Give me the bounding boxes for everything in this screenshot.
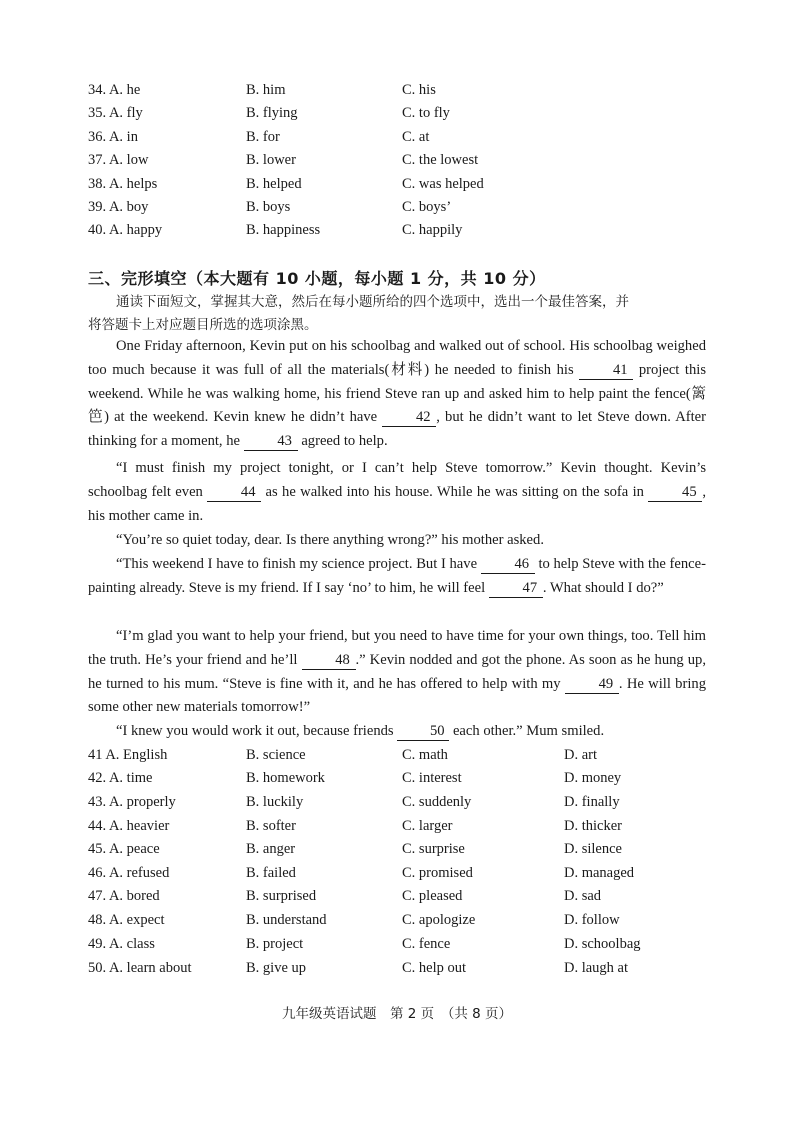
option-a: 36. A. in bbox=[88, 129, 138, 145]
instructions-line-1: 通读下面短文，掌握其大意，然后在每小题所给的四个选项中，选出一个最佳答案，并 bbox=[116, 294, 629, 310]
option-b: B. for bbox=[246, 129, 280, 145]
option-b: B. luckily bbox=[246, 794, 304, 810]
passage-paragraph-3: “You’re so quiet today, dear. Is there anything wrong?” his mother asked. bbox=[116, 532, 544, 548]
option-c: C. pleased bbox=[402, 888, 463, 904]
option-b: B. understand bbox=[246, 912, 327, 928]
option-a: 50. A. learn about bbox=[88, 960, 192, 976]
passage-paragraph-2 bbox=[88, 457, 706, 528]
option-a: 49. A. class bbox=[88, 936, 155, 952]
blank-45: 45 bbox=[648, 483, 702, 502]
passage-text: , but he didn’t want to let Steve down. After thinking for a moment, he bbox=[88, 409, 706, 450]
option-d: D. sad bbox=[564, 888, 602, 904]
option-b: B. give up bbox=[246, 960, 307, 976]
question-row bbox=[88, 838, 718, 860]
option-a: 39. A. boy bbox=[88, 199, 149, 215]
option-a: 35. A. fly bbox=[88, 105, 143, 121]
option-d: D. thicker bbox=[564, 818, 622, 834]
option-c: C. happily bbox=[402, 222, 463, 238]
option-b: B. homework bbox=[246, 770, 325, 786]
passage-paragraph-5 bbox=[88, 625, 706, 720]
option-a: 40. A. happy bbox=[88, 222, 163, 238]
option-b: B. science bbox=[246, 747, 306, 763]
question-row bbox=[88, 815, 718, 837]
section-title: 三、完形填空（本大题有 10 小题，每小题 1 分，共 10 分） bbox=[88, 269, 546, 288]
question-row bbox=[88, 196, 718, 218]
passage-text: “This weekend I have to finish my science project. But I have bbox=[116, 556, 478, 572]
option-b: B. anger bbox=[246, 841, 296, 857]
option-a: 41 A. English bbox=[88, 747, 168, 763]
option-b: B. flying bbox=[246, 105, 298, 121]
option-c: C. to fly bbox=[402, 105, 450, 121]
blank-43: 43 bbox=[244, 432, 298, 451]
blank-47: 47 bbox=[489, 579, 543, 598]
option-b: B. surprised bbox=[246, 888, 317, 904]
option-c: C. help out bbox=[402, 960, 467, 976]
passage-text: “I’m glad you want to help your friend, but you need to have time for your own things, too. Tell him the truth. He’s your friend and he’ll bbox=[88, 628, 706, 668]
passage-text: One Friday afternoon, Kevin put on his schoolbag and walked out of school. His schoolbag weighed too much because it was full of all the materials(材料) he needed to finish his bbox=[88, 338, 706, 378]
option-a: 34. A. he bbox=[88, 82, 141, 98]
option-b: B. softer bbox=[246, 818, 296, 834]
passage-text: each other.” Mum smiled. bbox=[452, 723, 605, 739]
question-row bbox=[88, 219, 718, 241]
question-row bbox=[88, 862, 718, 884]
passage-paragraph-4 bbox=[88, 553, 706, 601]
blank-49: 49 bbox=[565, 675, 619, 694]
option-c: C. was helped bbox=[402, 176, 484, 192]
blank-48: 48 bbox=[302, 651, 356, 670]
option-d: D. laugh at bbox=[564, 960, 629, 976]
option-d: D. finally bbox=[564, 794, 620, 810]
question-row bbox=[88, 957, 718, 979]
option-d: D. money bbox=[564, 770, 622, 786]
passage-text: . He will bring some other new materials tomorrow!” bbox=[88, 675, 706, 716]
question-row bbox=[88, 79, 718, 101]
option-b: B. lower bbox=[246, 152, 296, 168]
blank-42: 42 bbox=[382, 408, 436, 427]
option-a: 44. A. heavier bbox=[88, 818, 170, 834]
option-c: C. promised bbox=[402, 865, 473, 881]
passage-text: as he walked into his house. While he was sitting on the sofa in bbox=[265, 483, 644, 500]
option-b: B. him bbox=[246, 82, 286, 98]
question-row bbox=[88, 173, 718, 195]
passage-text: , his mother came in. bbox=[88, 483, 706, 524]
passage-text: to help Steve with the fence-painting already. Steve is my friend. If I say ‘no’ to him, he will feel bbox=[88, 556, 706, 596]
option-b: B. happiness bbox=[246, 222, 321, 238]
option-c: C. larger bbox=[402, 818, 453, 834]
question-row bbox=[88, 885, 718, 907]
option-c: C. fence bbox=[402, 936, 451, 952]
option-b: B. project bbox=[246, 936, 304, 952]
option-c: C. the lowest bbox=[402, 152, 479, 168]
passage-paragraph-6 bbox=[88, 720, 706, 744]
blank-41: 41 bbox=[579, 361, 633, 380]
option-b: B. boys bbox=[246, 199, 291, 215]
option-a: 42. A. time bbox=[88, 770, 153, 786]
blank-46: 46 bbox=[481, 555, 535, 574]
option-c: C. surprise bbox=[402, 841, 465, 857]
page-footer: 九年级英语试题 第 2 页 （共 8 页） bbox=[281, 1006, 513, 1022]
option-c: C. math bbox=[402, 747, 448, 763]
option-d: D. schoolbag bbox=[564, 936, 641, 952]
question-row bbox=[88, 102, 718, 124]
passage-paragraph-1 bbox=[88, 335, 706, 454]
question-row bbox=[88, 149, 718, 171]
option-d: D. managed bbox=[564, 865, 635, 881]
question-row bbox=[88, 744, 718, 766]
question-row bbox=[88, 126, 718, 148]
option-a: 47. A. bored bbox=[88, 888, 160, 904]
question-row bbox=[88, 791, 718, 813]
passage-text: “I must finish my project tonight, or I can’t help Steve tomorrow.” Kevin thought. Kevin’s schoolbag felt even bbox=[88, 460, 706, 500]
blank-44: 44 bbox=[207, 483, 261, 502]
option-a: 46. A. refused bbox=[88, 865, 170, 881]
question-row bbox=[88, 933, 718, 955]
option-a: 37. A. low bbox=[88, 152, 149, 168]
option-a: 38. A. helps bbox=[88, 176, 158, 192]
option-d: D. follow bbox=[564, 912, 620, 928]
passage-text: project this weekend. While he was walking home, his friend Steve ran up and asked him to help paint the fence(篱笆) at the weekend. Kevin knew he didn’t have bbox=[88, 361, 706, 426]
option-c: C. at bbox=[402, 129, 430, 145]
option-a: 45. A. peace bbox=[88, 841, 160, 857]
option-d: D. silence bbox=[564, 841, 622, 857]
option-c: C. interest bbox=[402, 770, 462, 786]
option-c: C. his bbox=[402, 82, 436, 98]
option-c: C. apologize bbox=[402, 912, 476, 928]
passage-text: agreed to help. bbox=[301, 433, 388, 450]
instructions-line-2: 将答题卡上对应题目所选的选项涂黑。 bbox=[88, 317, 318, 333]
option-a: 48. A. expect bbox=[88, 912, 165, 928]
option-d: D. art bbox=[564, 747, 598, 763]
passage-text: “I knew you would work it out, because friends bbox=[116, 723, 394, 739]
blank-50: 50 bbox=[397, 722, 449, 741]
option-c: C. suddenly bbox=[402, 794, 472, 810]
option-b: B. helped bbox=[246, 176, 302, 192]
passage-text: .” Kevin nodded and got the phone. As soon as he hung up, he turned to his mum. “Steve is fine with it, and he has offered to help with my bbox=[88, 651, 706, 692]
question-row bbox=[88, 909, 718, 931]
option-c: C. boys’ bbox=[402, 199, 452, 215]
question-row bbox=[88, 767, 718, 789]
passage-text: . What should I do?” bbox=[542, 579, 664, 596]
option-a: 43. A. properly bbox=[88, 794, 176, 810]
option-b: B. failed bbox=[246, 865, 296, 881]
